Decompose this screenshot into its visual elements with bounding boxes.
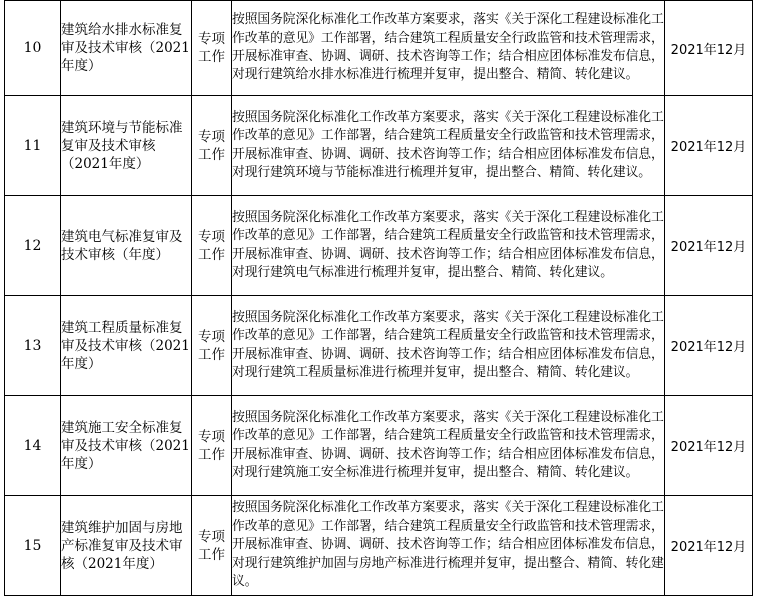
work-type: 专项工作 <box>192 296 232 396</box>
row-number: 13 <box>5 296 61 396</box>
project-name: 建筑施工安全标准复审及技术审核（2021年度） <box>61 396 192 496</box>
work-type: 专项工作 <box>192 196 232 296</box>
project-name: 建筑环境与节能标准复审及技术审核（2021年度） <box>61 96 192 196</box>
row-number: 12 <box>5 196 61 296</box>
work-type: 专项工作 <box>192 496 232 596</box>
project-name: 建筑给水排水标准复审及技术审核（2021年度） <box>61 1 192 96</box>
project-name: 建筑维护加固与房地产标准复审及技术审核（2021年度） <box>61 496 192 596</box>
completion-date: 2021年12月 <box>665 296 753 396</box>
completion-date: 2021年12月 <box>665 396 753 496</box>
work-type: 专项工作 <box>192 1 232 96</box>
work-description: 按照国务院深化标准化工作改革方案要求，落实《关于深化工程建设标准化工作改革的意见》工作部署，结合建筑工程质量安全行政监管和技术管理需求，开展标准审查、协调、调研、技术咨询等工作；结合相应团体标准发布信息，对现行建筑施工安全标准进行梳理并复审，提出整合、精简、转化建议。 <box>232 396 665 496</box>
table-row <box>5 196 753 296</box>
table-row <box>5 1 753 96</box>
row-number: 14 <box>5 396 61 496</box>
work-type: 专项工作 <box>192 396 232 496</box>
table-row <box>5 96 753 196</box>
completion-date: 2021年12月 <box>665 196 753 296</box>
table-row <box>5 396 753 496</box>
row-number: 11 <box>5 96 61 196</box>
work-description: 按照国务院深化标准化工作改革方案要求，落实《关于深化工程建设标准化工作改革的意见》工作部署，结合建筑工程质量安全行政监管和技术管理需求，开展标准审查、协调、调研、技术咨询等工作；结合相应团体标准发布信息，对现行建筑工程质量标准进行梳理并复审，提出整合、精简、转化建议。 <box>232 296 665 396</box>
completion-date: 2021年12月 <box>665 496 753 596</box>
work-description: 按照国务院深化标准化工作改革方案要求，落实《关于深化工程建设标准化工作改革的意见》工作部署，结合建筑工程质量安全行政监管和技术管理需求，开展标准审查、协调、调研、技术咨询等工作；结合相应团体标准发布信息，对现行建筑环境与节能标准进行梳理并复审，提出整合、精简、转化建议。 <box>232 96 665 196</box>
work-description: 按照国务院深化标准化工作改革方案要求，落实《关于深化工程建设标准化工作改革的意见》工作部署，结合建筑工程质量安全行政监管和技术管理需求，开展标准审查、协调、调研、技术咨询等工作；结合相应团体标准发布信息，对现行建筑电气标准进行梳理并复审，提出整合、精简、转化建议。 <box>232 196 665 296</box>
work-description: 按照国务院深化标准化工作改革方案要求，落实《关于深化工程建设标准化工作改革的意见》工作部署，结合建筑工程质量安全行政监管和技术管理需求，开展标准审查、协调、调研、技术咨询等工作；结合相应团体标准发布信息，对现行建筑给水排水标准进行梳理并复审，提出整合、精简、转化建议。 <box>232 1 665 96</box>
project-name: 建筑工程质量标准复审及技术审核（2021年度） <box>61 296 192 396</box>
table-row <box>5 296 753 396</box>
work-description: 按照国务院深化标准化工作改革方案要求，落实《关于深化工程建设标准化工作改革的意见》工作部署，结合建筑工程质量安全行政监管和技术管理需求，开展标准审查、协调、调研、技术咨询等工作；结合相应团体标准发布信息，对现行建筑维护加固与房地产标准进行梳理并复审，提出整合、精简、转化建议。 <box>232 496 665 596</box>
row-number: 10 <box>5 1 61 96</box>
completion-date: 2021年12月 <box>665 1 753 96</box>
project-name: 建筑电气标准复审及技术审核（年度） <box>61 196 192 296</box>
completion-date: 2021年12月 <box>665 96 753 196</box>
row-number: 15 <box>5 496 61 596</box>
table-row <box>5 496 753 596</box>
work-type: 专项工作 <box>192 96 232 196</box>
standards-work-table <box>4 0 753 596</box>
